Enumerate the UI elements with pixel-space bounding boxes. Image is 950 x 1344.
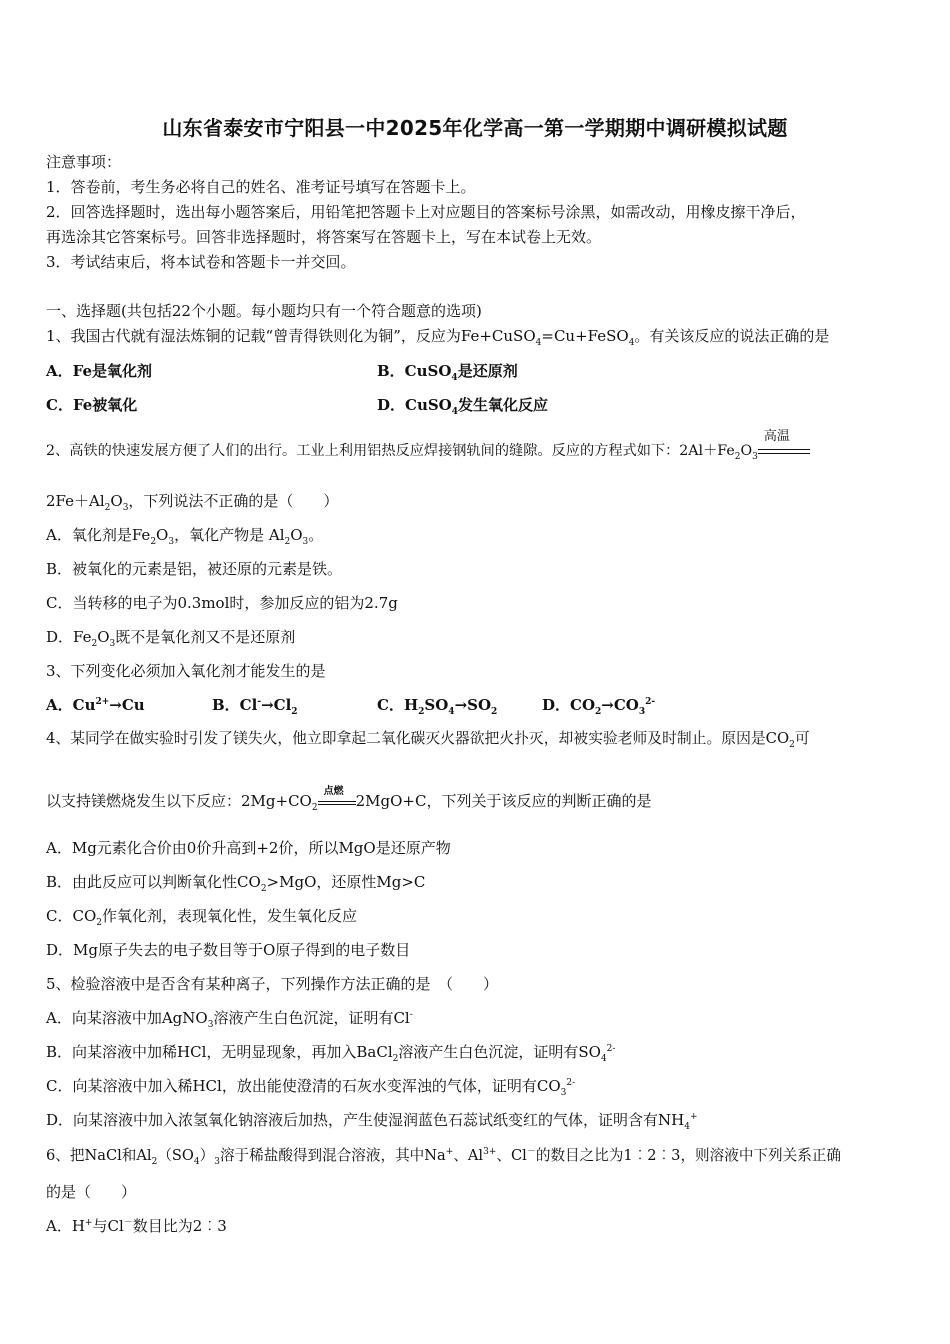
section-heading: 一、选择题(共包括22个小题。每小题均只有一个符合题意的选项) bbox=[46, 302, 482, 320]
question-3-option-a: A．$Cu^{2+}\to Cu$ bbox=[46, 696, 145, 714]
question-6-stem-line2: 的是（ ） bbox=[46, 1183, 137, 1201]
question-2-option-b: B．被氧化的元素是铝，被还原的元素是铁。 bbox=[46, 560, 343, 578]
question-5-stem: 5、检验溶液中是否含有某种离子，下列操作方法正确的是 （ ） bbox=[46, 975, 499, 993]
question-3-stem: 3、下列变化必须加入氧化剂才能发生的是 bbox=[46, 662, 326, 680]
question-1-option-a: A．Fe是氧化剂 bbox=[46, 362, 153, 380]
question-1-stem: 1、我国古代就有湿法炼铜的记载“曾青得铁则化为铜”，反应为Fe+CuSO$_4$=Cu+FeSO$_4$。有关该反应的说法正确的是 bbox=[46, 327, 830, 348]
reaction-condition-ignite: 点燃 bbox=[318, 792, 356, 812]
question-4-option-b: B．由此反应可以判断氧化性$CO_2>MgO$，还原性Mg>C bbox=[46, 873, 426, 894]
page-title: 山东省泰安市宁阳县一中2025年化学高一第一学期期中调研模拟试题 bbox=[162, 116, 788, 140]
question-1-option-d: D．CuSO$_4$发生氧化反应 bbox=[377, 396, 549, 417]
question-3-option-d: D．$CO_2\to CO_3^{2-}$ bbox=[542, 696, 656, 717]
question-4-option-d: D．Mg原子失去的电子数目等于O原子得到的电子数目 bbox=[46, 941, 411, 959]
question-4-option-c: C．$CO_2$作氧化剂，表现氧化性，发生氧化反应 bbox=[46, 907, 358, 928]
question-2-stem-line2: $2Fe+Al_2O_3$，下列说法不正确的是（ ） bbox=[46, 492, 339, 513]
question-5-option-a: A．向某溶液中加AgNO$_3$溶液产生白色沉淀，证明有Cl- bbox=[46, 1009, 413, 1030]
notice-item-1: 1．答卷前，考生务必将自己的姓名、准考证号填写在答题卡上。 bbox=[46, 178, 476, 196]
question-2-option-c: C．当转移的电子为0.3mol时，参加反应的铝为2.7g bbox=[46, 594, 398, 612]
question-4-option-a: A．Mg元素化合价由0价升高到+2价，所以MgO是还原产物 bbox=[46, 839, 451, 857]
notice-item-3: 3．考试结束后，将本试卷和答题卡一并交回。 bbox=[46, 253, 356, 271]
reaction-condition-high-temp: 高温 bbox=[758, 441, 810, 461]
question-2-stem: 2、高铁的快速发展方便了人们的出行。工业上利用铝热反应焊接钢轨间的缝隙。反应的方程式如下：$2Al+Fe_2O_3$ 高温 bbox=[46, 441, 810, 461]
question-6-stem: 6、把NaCl和$Al_2(SO_4)_3$溶于稀盐酸得到混合溶液，其中Na+、$Al^{3+}$、Cl－的数目之比为1︰2︰3，则溶液中下列关系正确 bbox=[46, 1147, 841, 1167]
question-1-option-b: B．CuSO$_4$是还原剂 bbox=[377, 362, 518, 383]
notice-item-2a: 2．回答选择题时，选出每小题答案后，用铅笔把答题卡上对应题目的答案标号涂黑，如需改动，用橡皮擦干净后， bbox=[46, 203, 806, 221]
question-2-option-a: A．氧化剂是$Fe_2O_3$，氧化产物是 $Al_2O_3$。 bbox=[46, 526, 324, 547]
question-5-option-c: C．向某溶液中加入稀HCl，放出能使澄清的石灰水变浑浊的气体，证明有$CO_3^{2-}$ bbox=[46, 1077, 576, 1098]
question-4-stem: 4、某同学在做实验时引发了镁失火，他立即拿起二氧化碳灭火器欲把火扑灭，却被实验老师及时制止。原因是$CO_2$可 bbox=[46, 730, 810, 750]
notice-heading: 注意事项： bbox=[46, 153, 122, 171]
question-3-option-b: B．$Cl^-\to Cl_2$ bbox=[212, 696, 298, 717]
notice-item-2b: 再选涂其它答案标号。回答非选择题时，将答案写在答题卡上，写在本试卷上无效。 bbox=[46, 228, 602, 246]
question-5-option-b: B．向某溶液中加稀HCl，无明显现象，再加入BaCl$_2$溶液产生白色沉淀，证明有$SO_4^{2-}$ bbox=[46, 1043, 616, 1064]
question-6-option-a: A．H+与Cl－数目比为2︰3 bbox=[46, 1217, 227, 1235]
question-3-option-c: C．$H_2SO_4\to SO_2$ bbox=[377, 696, 498, 717]
question-5-option-d: D．向某溶液中加入浓氢氧化钠溶液后加热，产生使湿润蓝色石蕊试纸变红的气体，证明含有$NH_4^+$ bbox=[46, 1111, 698, 1132]
question-1-option-c: C．Fe被氧化 bbox=[46, 396, 138, 414]
question-2-option-d: D．$Fe_2O_3$既不是氧化剂又不是还原剂 bbox=[46, 628, 296, 649]
question-4-stem-line2: 以支持镁燃烧发生以下反应：$2Mg+CO_2$ 点燃 2MgO+C，下列关于该反应的判断正确的是 bbox=[46, 786, 652, 813]
